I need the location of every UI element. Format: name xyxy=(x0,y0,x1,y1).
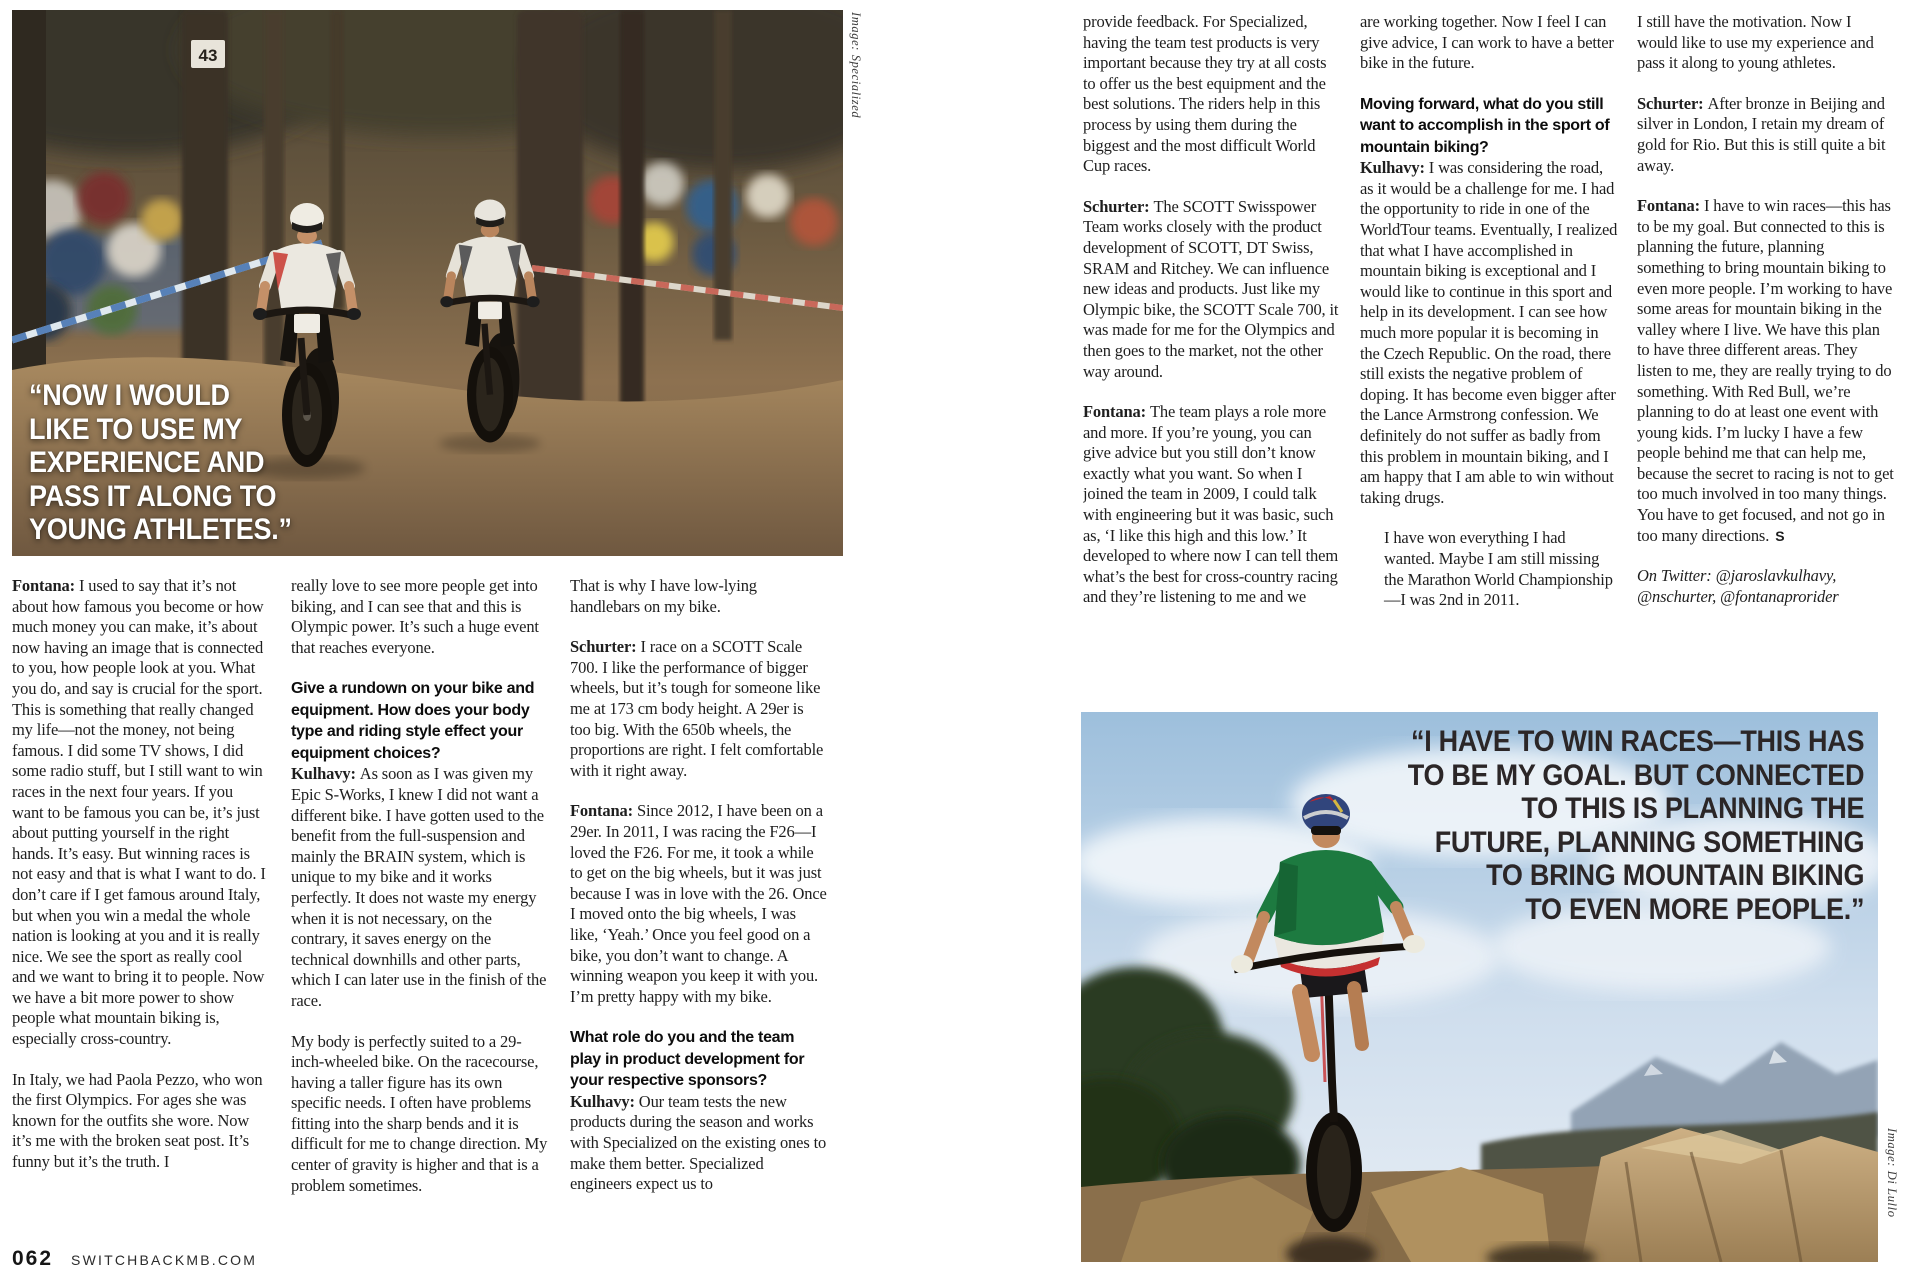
article-paragraph: In Italy, we had Paola Pezzo, who won the first Olympics. For ages she was known for the outfits she wore. Now it’s me with the broken seat post. It’s funny but it’s the truth. I xyxy=(12,1069,263,1172)
speaker-name: Schurter: xyxy=(570,637,641,657)
race-photo xyxy=(12,10,843,556)
pull-quote-line: EXPERIENCE AND xyxy=(29,446,265,479)
pull-quote-line: PASS IT ALONG TO xyxy=(29,479,277,513)
article-paragraph: Fontana: I used to say that it’s not about how famous you become or how much money you can make, it’s about now having an image that is connected to you, how people look at you. What you do, and say is crucial for the sport. This is something that really changed my life—not the money, not being famous. I did some TV shows, I did some radio stuff, but I still want to win races in the next four years. If you want to be famous you can be, it’s just about putting yourself in the right hands. It’s easy. But winning races is not easy and that is what I want to do. I don’t care if I get famous around Italy, but when you win a medal the whole nation is looking at you and it is really nice. We see the sport as really cool and we want to bring it to people. Now we have a bit more power to show people what mountain biking is, especially cross-country. xyxy=(12,576,266,1049)
article-column-2 xyxy=(291,576,549,1254)
article-paragraph: I still have the motivation. Now I would like to use my experience and pass it along to young athletes. xyxy=(1637,12,1874,73)
site-name: SWITCHBACKMB.COM xyxy=(71,1252,258,1268)
pull-quote-line: LIKE TO USE MY xyxy=(29,412,243,446)
pull-quote-line: TO THIS IS PLANNING THE xyxy=(1521,792,1864,825)
article-paragraph: Kulhavy: I was considering the road, as it would be a challenge for me. I had the opportunity to ride in one of the WorldTour teams. Eventually, I realized that what I have accomplished in mountain biking is exceptional and I would like to continue in this sport and help in its development. I can see how much more popular it is becoming in the Czech Republic. On the road, there still exists the negative problem of doping. It has become even bigger after the Lance Armstrong confession. We definitely do not suffer as badly from this problem in mountain biking, and I am happy that I am able to win without taking drugs. xyxy=(1360,158,1618,507)
article-paragraph: Kulhavy: Our team tests the new products during the season and works with Specialized on the existing ones to make them better. Specialized engineers expect us to xyxy=(570,1091,827,1194)
pull-quote-line: TO BRING MOUNTAIN BIKING xyxy=(1485,859,1864,892)
course-sign-number: 43 xyxy=(198,46,218,65)
article-paragraph: Fontana: The team plays a role more and more. If you’re young, you can give advice but you still don’t know exactly what you want. So when I joined the team in 2009, I could talk with engineering but it was basic, such as, ‘I like this high and this low.’ It developed to where now I can tell them what’s the best for cross-country racing and they’re listening to me and we xyxy=(1083,402,1338,607)
article-paragraph: Fontana: I have to win races—this has to be my goal. But connected to this is planning the future, planning something to bring mountain biking to even more people. I’m working to have some areas for mountain biking in the valley where I live. We have this plan to have three different areas. They listen to me, they are really trying to do something. With Red Bull, we’re planning to do at least one event with young kids. I’m lucky I have a few people behind me that can help me, because the secret to racing is not to get too much involved in too many things. You have to get focused, and not go in too many directions. S xyxy=(1637,196,1894,545)
pull-quote xyxy=(29,379,292,547)
speaker-name: Fontana: xyxy=(12,576,79,595)
page-number: 062 xyxy=(12,1247,54,1270)
trail-photo xyxy=(1081,712,1878,1262)
article-paragraph: Schurter: The SCOTT Swisspower Team works closely with the product development of SCOTT, DT Swiss, SRAM and Ritchey. We can influence new ideas and products. Just like my Olympic bike, the SCOTT Scale 700, it was made for me for the Olympics and then goes to the market, not the other way around. xyxy=(1083,196,1339,381)
article-paragraph: Kulhavy: As soon as I was given my Epic S-Works, I knew I did not want a different bike. I have gotten used to the benefit from the full-suspension and mainly the BRAIN system, which is unique to my bike and it works perfectly. It does not waste my energy when it is not necessary, on the contrary, it saves energy on the technical downhills and other parts, which I can later use in the finish of the race. xyxy=(291,764,547,1010)
article-paragraph: I have won everything I had wanted. Maybe I am still missing the Marathon World Championship—I was 2nd in 2011. xyxy=(1384,528,1613,610)
interview-question: What role do you and the team play in product development for your respective sponsors? xyxy=(570,1029,805,1090)
article-paragraph: My body is perfectly suited to a 29-inch-wheeled bike. On the racecourse, having a taller figure has its own specific needs. I often have problems fitting into the sharp bends and it is difficult for me to change direction. My center of gravity is higher and that is a problem sometimes. xyxy=(291,1031,548,1195)
interview-question: Moving forward, what do you still want to accomplish in the sport of mountain biking? xyxy=(1360,95,1610,156)
article-paragraph: provide feedback. For Specialized, having the team test products is very important because they try at all costs to offer us the best equipment and the best solutions. The riders help in this process by using them during the biggest and the most difficult World Cup races. xyxy=(1083,12,1327,176)
speaker-name: Schurter: xyxy=(1083,196,1154,216)
twitter-handles: On Twitter: @jaroslavkulhavy, @nschurter, @fontanaprorider xyxy=(1637,566,1839,606)
speaker-name: Fontana: xyxy=(1083,402,1150,422)
article-column-1 xyxy=(12,576,268,1254)
article-column-3 xyxy=(570,576,827,1254)
pull-quote-line: TO EVEN MORE PEOPLE.” xyxy=(1525,892,1864,926)
article-column-4 xyxy=(1083,12,1339,708)
article-end-mark: S xyxy=(1775,527,1786,544)
page-footer xyxy=(12,1247,257,1271)
speaker-name: Schurter: xyxy=(1637,93,1708,113)
article-column-6 xyxy=(1637,12,1895,708)
pull-quote-line: “I HAVE TO WIN RACES—THIS HAS xyxy=(1410,725,1864,758)
speaker-name: Fontana: xyxy=(570,801,637,821)
article-column-5 xyxy=(1360,12,1618,708)
speaker-name: Fontana: xyxy=(1637,196,1704,216)
interview-question: Give a rundown on your bike and equipment. How does your body type and riding style effect your equipment choices? xyxy=(291,680,535,762)
photo-credit: Image: Di Lullo xyxy=(1885,1128,1899,1218)
pull-quote-line: FUTURE, PLANNING SOMETHING xyxy=(1434,825,1864,859)
speaker-name: Kulhavy: xyxy=(291,764,360,784)
photo-credit: Image: Specialized xyxy=(849,12,863,119)
pull-quote-line: “NOW I WOULD xyxy=(29,379,230,412)
article-paragraph: Fontana: Since 2012, I have been on a 29er. In 2011, I was racing the F26—I loved the F26. For me, it took a while to get on the big wheels, but it was just because I was in love with the 26. Once I moved onto the big wheels, I was like, ‘Yeah.’ Once you feel good on a bike, you don’t want to change. A winning weapon you keep it with you. I’m pretty happy with my bike. xyxy=(570,801,827,1006)
article-paragraph: That is why I have low-lying handlebars on my bike. xyxy=(570,576,757,616)
article-paragraph: are working together. Now I feel I can give advice, I can work to have a better bike in the future. xyxy=(1360,12,1614,73)
pull-quote-line: TO BE MY GOAL. BUT CONNECTED xyxy=(1407,758,1864,792)
article-paragraph: Schurter: After bronze in Beijing and silver in London, I retain my dream of gold for Rio. But this is still quite a bit away. xyxy=(1637,93,1886,175)
speaker-name: Kulhavy: xyxy=(570,1091,639,1111)
speaker-name: Kulhavy: xyxy=(1360,158,1429,178)
pull-quote xyxy=(1408,725,1864,926)
course-sign xyxy=(191,40,225,68)
article-paragraph: Schurter: I race on a SCOTT Scale 700. I like the performance of bigger wheels, but it’s tough for someone like me at 173 cm body height. A 29er is too big. With the 650b wheels, the proportions are right. I felt comfortable with it right away. xyxy=(570,637,824,780)
article-paragraph: really love to see more people get into biking, and I can see that and this is Olympic power. It’s such a huge event that reaches everyone. xyxy=(291,576,539,657)
pull-quote-line: YOUNG ATHLETES.” xyxy=(29,513,292,546)
